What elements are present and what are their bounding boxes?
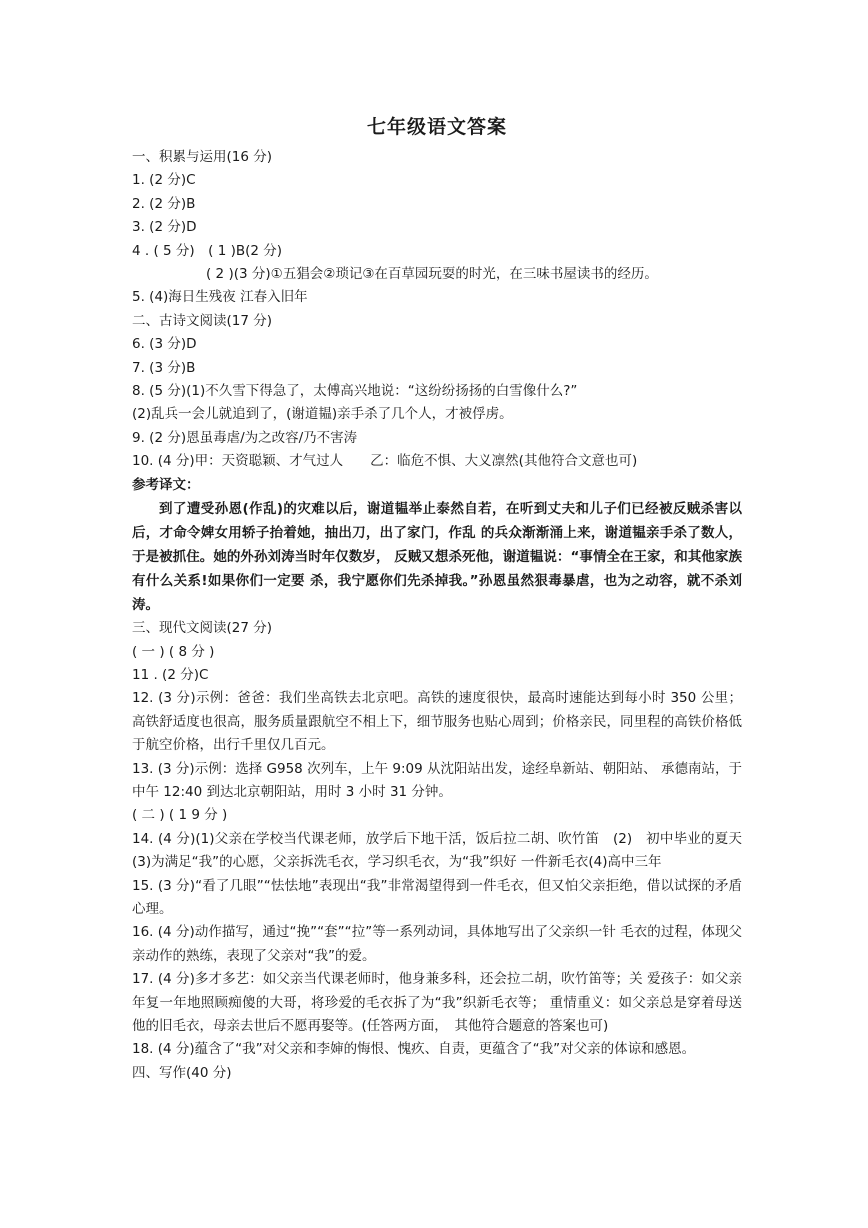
answer-sheet [132,112,742,1085]
answer-line-q7: 7. (3 分)B [132,359,196,376]
section-heading-4: 四、写作(40 分) [132,1064,232,1081]
section-heading-1: 一、积累与运用(16 分) [132,149,273,165]
answer-line-q6: 6. (3 分)D [132,336,197,353]
answer-line-q12: 12. (3 分)示例：爸爸：我们坐高铁去北京吧。高铁的速度很快，最高时速能达到每小时 350 公里；高铁舒适度也很高，服务质量跟航空不相上下，细节服务也贴心周到；价格亲民，同里程的高铁价格低于航空价格，出行千里仅几百元。 [132,690,742,754]
section-heading-2: 二、古诗文阅读(17 分) [132,312,273,329]
subsection-heading-2: ( 二 ) ( 1 9 分 ) [132,807,228,824]
section-heading-3: 三、现代文阅读(27 分) [132,620,273,637]
answer-line-q16: 16. (4 分)动作描写，通过“挽”“套”“拉”等一系列动词，具体地写出了父亲织一针 毛衣的过程，体现父亲动作的熟练，表现了父亲对“我”的爱。 [132,924,742,964]
answer-line-q15: 15. (3 分)“看了几眼”“怯怯地”表现出“我”非常渴望得到一件毛衣，但又怕父亲拒绝，借以试探的矛盾心理。 [132,877,742,917]
answer-line-q8-part2: (2)乱兵一会儿就追到了，(谢道韫)亲手杀了几个人，才被俘虏。 [132,406,513,423]
answer-line-q10: 10. (4 分)甲：天资聪颖、才气过人 乙：临危不惧、大义凛然(其他符合文意也可) [132,453,638,470]
answer-line-q9: 9. (2 分)恩虽毒虐/为之改容/乃不害涛 [132,429,358,446]
answer-line-q8-part1: 8. (5 分)(1)不久雪下得急了，太傅高兴地说：“这纷纷扬扬的白雪像什么?” [132,383,578,400]
subsection-heading-1: ( 一 ) ( 8 分 ) [132,643,215,660]
answer-line-q13: 13. (3 分)示例：选择 G958 次列车，上午 9:09 从沈阳站出发，途经阜新站、朝阳站、 承德南站，于中午 12:40 到达北京朝阳站，用时 3 小时 31 分钟。 [132,760,742,800]
page-title: 七年级语文答案 [366,116,507,138]
translation-paragraph: 到了遭受孙恩(作乱)的灾难以后，谢道韫举止泰然自若，在听到丈夫和儿子们已经被反贼杀害以后，才命令婢女用轿子抬着她，抽出刀，出了家门，作乱 的兵众渐渐涌上来，谢道韫亲手杀了数人，于是被抓住。她的外孙刘涛当时年仅数岁， 反贼又想杀死他，谢道韫说：“事情全在王家，和其他家族有什么关系!如果你们一定要 杀，我宁愿你们先杀掉我。”孙恩虽然狠毒暴虐，也为之动容，就不杀刘涛。 [132,501,742,614]
translation-heading: 参考译文： [132,476,200,493]
answer-line-q4-part2: ( 2 )(3 分)①五猖会②琐记③在百草园玩耍的时光，在三味书屋读书的经历。 [206,266,658,283]
answer-line-q14: 14. (4 分)(1)父亲在学校当代课老师，放学后下地干活，饭后拉二胡、吹竹笛 (2) 初中毕业的夏天(3)为满足“我”的心愿，父亲拆洗毛衣，学习织毛衣，为“我”织好 一件新毛衣(4)高中三年 [132,830,742,871]
answer-line-q5: 5. (4)海日生残夜 江春入旧年 [132,289,308,306]
answer-line-q4-part1: 4 . ( 5 分) ( 1 )B(2 分) [132,242,283,259]
answer-line-q17: 17. (4 分)多才多艺：如父亲当代课老师时，他身兼多科，还会拉二胡，吹竹笛等；关 爱孩子：如父亲年复一年地照顾痴傻的大哥，将珍爱的毛衣拆了为“我”织新毛衣等； 重情重义：如父亲总是穿着母送他的旧毛衣，母亲去世后不愿再娶等。(任答两方面， 其他符合题意的答案也可) [132,971,742,1034]
answer-line-q1: 1. (2 分)C [132,172,196,189]
answer-line-q2: 2. (2 分)B [132,195,196,212]
answer-line-q3: 3. (2 分)D [132,219,197,236]
answer-line-q18: 18. (4 分)蕴含了“我”对父亲和李婶的悔恨、愧疚、自责，更蕴含了“我”对父亲的体谅和感恩。 [132,1041,696,1058]
answer-line-q11: 11 . (2 分)C [132,666,209,683]
